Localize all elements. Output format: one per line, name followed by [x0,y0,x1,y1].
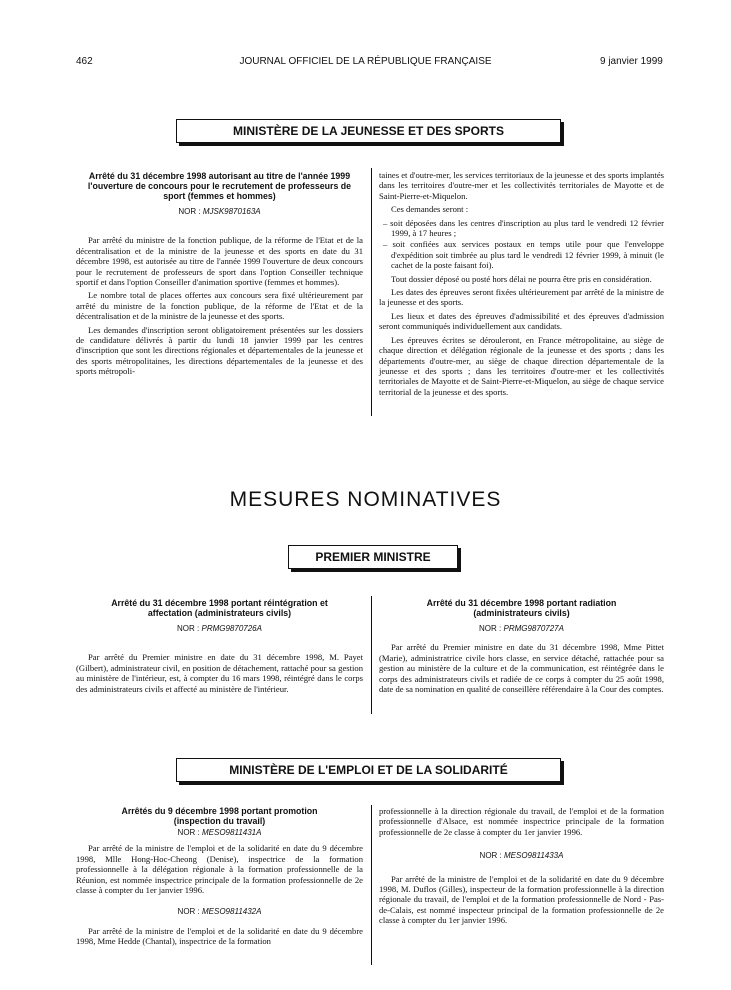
article-left-column [76,171,363,380]
journal-title: JOURNAL OFFICIEL DE LA RÉPUBLIQUE FRANÇAISE [239,56,492,67]
paragraph: Les lieux et dates des épreuves d'admissibilité et des épreuves d'admission seront communiqués individuellement aux candidats. [379,310,664,332]
paragraph: Les dates des épreuves seront fixées ultérieurement par arrêté de la ministre de la jeunesse et des sports. [379,287,664,308]
ministry-title: MINISTÈRE DE L'EMPLOI ET DE LA SOLIDARITÉ [229,763,508,777]
nor-code: MESO9811433A [504,851,564,861]
nor-reference: NOR : MESO9811432A [177,907,262,917]
nor-code: PRMG9870727A [503,624,564,633]
issue-date: 9 janvier 1999 [600,56,663,67]
paragraph: Le nombre total de places offertes aux concours sera fixé ultérieurement par arrêté du ministre de la fonction publique, de la réforme de l'Etat et de la décentralisation et de la ministre de la jeunesse et des sports. [76,290,363,322]
article-title: Arrêté du 31 décembre 1998 portant réintégration et affectation (administrateurs civils) [111,598,328,618]
ministry-title: MINISTÈRE DE LA JEUNESSE ET DES SPORTS [233,124,504,138]
paragraph: Par arrêté du ministre de la fonction publique, de la réforme de l'Etat et de la décentralisation et de la ministre de la jeunesse et des sports en date du 31 décembre 1998, est autorisée au titre de l'année 1999 l'ouverture de deux concours pour le recrutement de professeurs de sport dans l'option Conseiller technique sportif et dans l'option Conseiller d'animation sportive (femmes et hommes). [76,235,363,288]
column-divider [371,596,372,714]
deposit-options-list [379,218,664,271]
paragraph: Ces demandes seront : [391,204,469,215]
paragraph: Par arrêté de la ministre de l'emploi et de la solidarité en date du 9 décembre 1998, M. Duflos (Gilles), inspecteur de la formation professionnelle à la direction régionale du travail, de l'emploi et de la formation professionnelle de Nord - Pas-de-Calais, est nommé inspecteur principal de la formation professionnelle de 2e classe à compter du 1er janvier 1996. [379,873,664,926]
nor-code: PRMG9870726A [201,624,262,633]
nor-reference: NOR : MJSK9870163A [178,207,261,216]
paragraph: Les épreuves écrites se dérouleront, en France métropolitaine, au siège de chaque direction et délégation régionale de la jeunesse et des sports ; dans les départements d'outre-mer, au siège de chaque direction départementale de la jeunesse et des sports ; dans les territoires d'outre-mer et les collectivités territoriales de Mayotte et de Saint-Pierre-et-Miquelon, au siège de chaque service territorial de la jeunesse et des sports. [379,334,664,397]
paragraph: Par arrêté du Premier ministre en date du 31 décembre 1998, Mme Pittet (Marie), administratrice civile hors classe, en service détaché, rattachée pour sa gestion au ministère de la culture et de la communication, est réintégrée dans le corps des administrateurs civils et radiée de ce corps à compter du 25 août 1998, date de sa nomination en qualité de conseillère référendaire à la Cour des comptes. [379,642,664,695]
nor-reference: NOR : MESO9811433A [479,851,564,861]
article-title: Arrêté du 31 décembre 1998 portant radiation (administrateurs civils) [426,598,617,618]
paragraph: Par arrêté de la ministre de l'emploi et de la solidarité en date du 9 décembre 1998, Mme Hedde (Chantal), inspectrice de la formation [76,925,363,947]
ministry-box-jeunesse-sports [176,119,561,143]
nor-code: MJSK9870163A [202,207,261,216]
list-item: – soit déposées dans les centres d'inscription au plus tard le vendredi 12 février 1999, à 17 heures ; [383,217,664,239]
article-right-column [379,598,664,697]
column-divider [371,805,372,965]
article-right-column [379,170,664,400]
ministry-box-premier-ministre [288,545,458,569]
article-title: Arrêté du 31 décembre 1998 autorisant au titre de l'année 1999 l'ouverture de concours pour le recrutement de professeurs de sport (femmes et hommes) [87,171,352,201]
paragraph: taines et d'outre-mer, les services territoriaux de la jeunesse et des sports implantés dans les territoires d'outre-mer et les collectivités territoriales de Mayotte et de Saint-Pierre-et-Miquelon. [379,170,664,201]
paragraph: Tout dossier déposé ou posté hors délai ne pourra être pris en considération. [391,273,652,284]
section-heading-mesures-nominatives: MESURES NOMINATIVES [229,488,502,511]
page-number: 462 [76,56,93,67]
article-title: Arrêtés du 9 décembre 1998 portant promotion (inspection du travail) [121,806,318,826]
paragraph: Par arrêté de la ministre de l'emploi et de la solidarité en date du 9 décembre 1998, Mlle Hong-Hoc-Cheong (Denise), inspectrice de la formation professionnelle à la délégation régionale à la formation professionnelle de la Réunion, est nommée inspectrice principale de la formation professionnelle de 2e classe à compter du 1er janvier 1996. [76,843,363,896]
paragraph: Les demandes d'inscription seront obligatoirement présentées sur les dossiers de candidature délivrés à partir du lundi 18 janvier 1999 par les centres d'inscription que sont les directions régionales et départementales de la jeunesse et des sports métropolitaines, les directions départementales de la jeunesse et des sports métropoli- [76,324,363,377]
nor-reference: NOR : MESO9811431A [177,828,262,837]
nor-reference: NOR : PRMG9870726A [177,624,262,633]
article-left-column [76,806,363,950]
article-left-column [76,598,363,697]
ministry-title: PREMIER MINISTRE [315,550,431,564]
ministry-box-emploi-solidarite [176,758,561,782]
article-right-column [379,806,664,929]
nor-code: MESO9811431A [202,828,262,837]
column-divider [371,168,372,416]
nor-code: MESO9811432A [202,907,262,917]
paragraph: Par arrêté du Premier ministre en date du 31 décembre 1998, M. Payet (Gilbert), administrateur civil, en position de détachement, rattaché pour sa gestion au ministère de l'intérieur, est, à compter du 16 mars 1998, réintégré dans le corps des administrateurs civils et affecté au ministère de l'intérieur. [76,652,363,694]
paragraph: professionnelle à la direction régionale du travail, de l'emploi et de la formation professionnelle d'Alsace, est nommée inspectrice principale de la formation professionnelle de 2e classe à compter du 1er janvier 1996. [379,806,664,837]
list-item: – soit confiées aux services postaux en temps utile pour que l'enveloppe d'expédition soit timbrée au plus tard le vendredi 12 février 1999, à minuit (le cachet de la poste faisant foi). [383,239,664,271]
nor-reference: NOR : PRMG9870727A [479,624,564,633]
